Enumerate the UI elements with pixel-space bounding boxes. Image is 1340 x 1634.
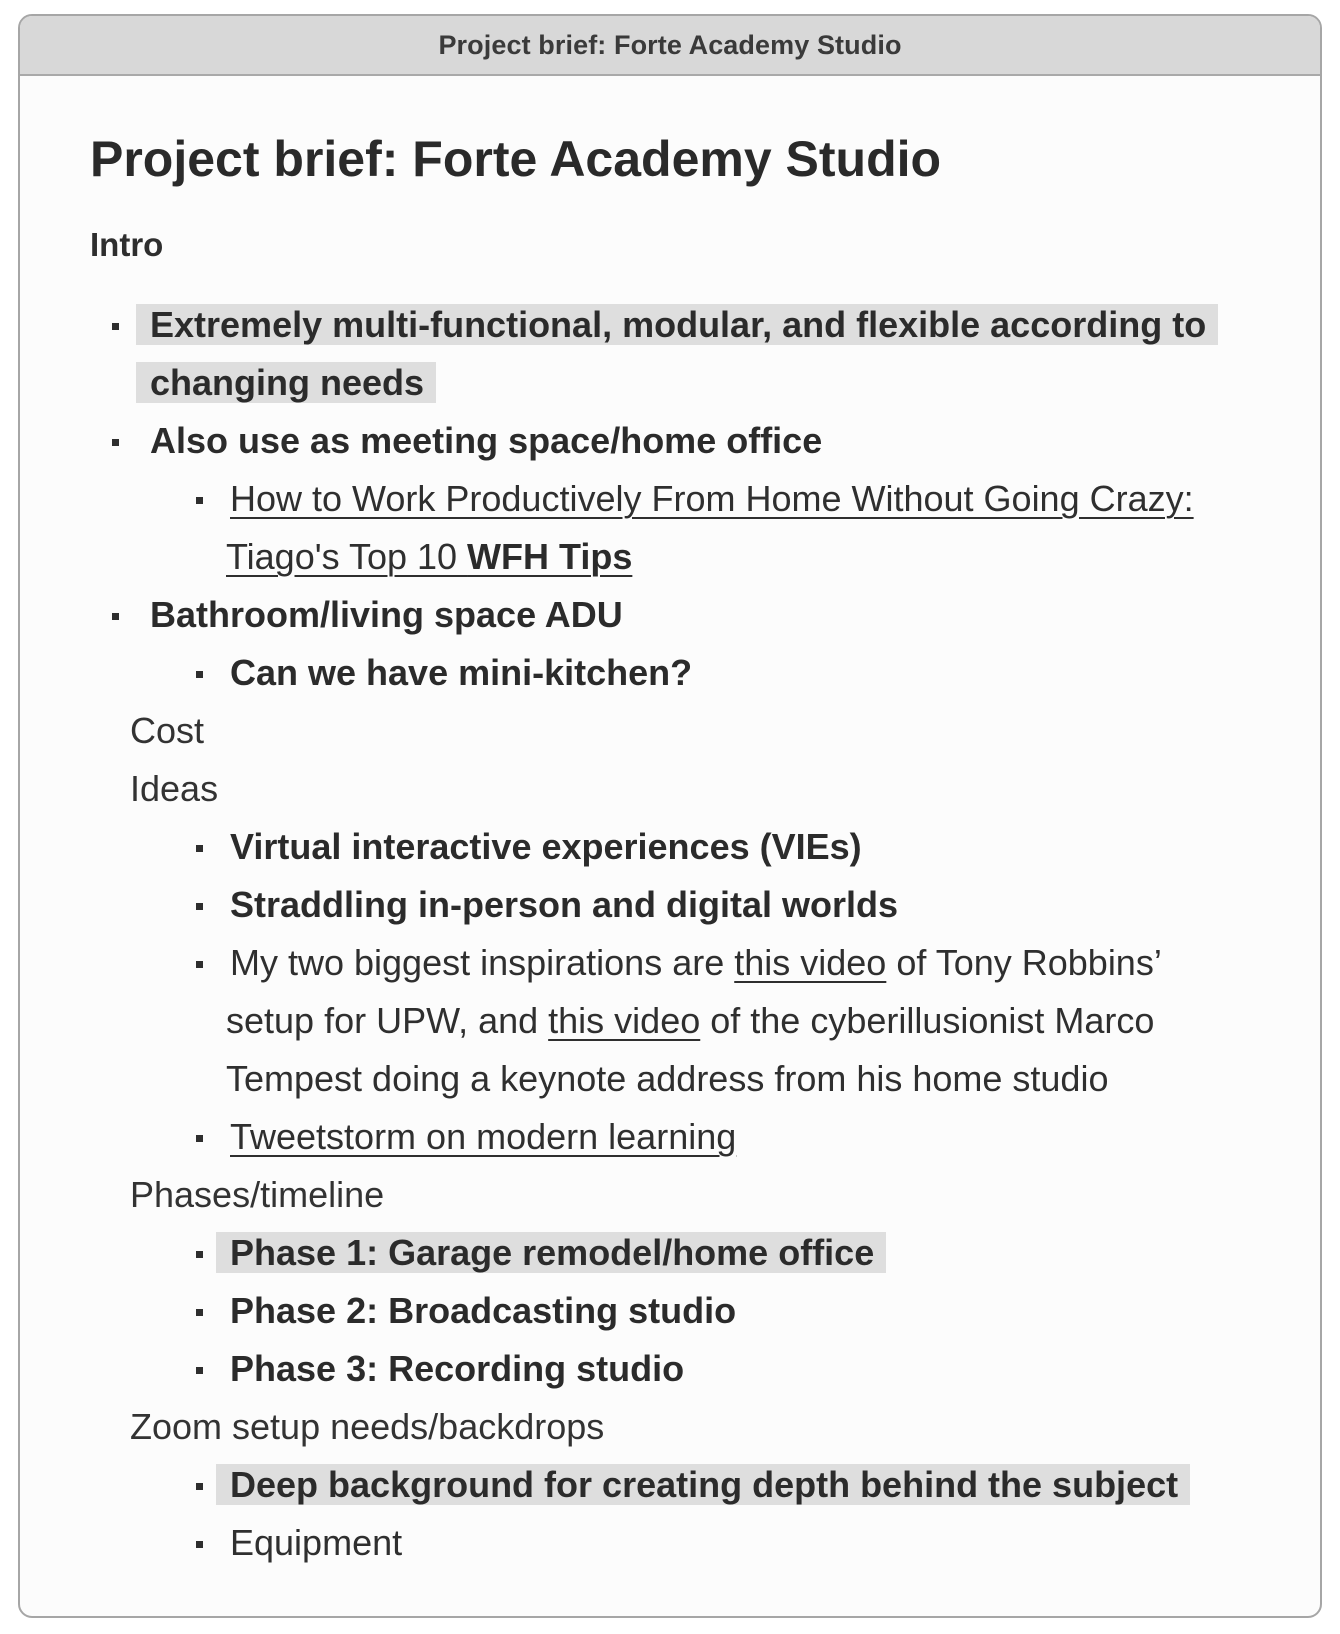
list-item[interactable] [90, 1108, 1290, 1166]
video-link-marco-tempest[interactable]: this video [548, 1000, 701, 1041]
section-heading-ideas[interactable]: Ideas [130, 768, 219, 809]
section-heading-zoom[interactable]: Zoom setup needs/backdrops [130, 1406, 605, 1447]
bullet-icon [196, 1251, 203, 1258]
bullet-icon [196, 497, 203, 504]
list-item[interactable] [90, 296, 1290, 354]
list-item[interactable] [90, 586, 1290, 644]
section-heading-cost[interactable]: Cost [130, 710, 205, 751]
list-item[interactable] [90, 1340, 1290, 1398]
bullet-icon [112, 323, 119, 330]
bullet-icon [196, 961, 203, 968]
list-item-continuation: setup for UPW, and this video of the cyberillusionist Marco [226, 1000, 1155, 1041]
bullet-icon [196, 671, 203, 678]
document-window [18, 14, 1322, 1618]
video-link-tony-robbins[interactable]: this video [734, 942, 887, 983]
bullet-icon [196, 1135, 203, 1142]
bullet-icon [112, 439, 119, 446]
list-item[interactable] [90, 1224, 1290, 1282]
list-item-text: Phase 3: Recording studio [230, 1348, 685, 1389]
window-title: Project brief: Forte Academy Studio [20, 16, 1320, 76]
highlighted-text: Deep background for creating depth behind the subject [216, 1464, 1190, 1505]
bullet-icon [196, 1367, 203, 1374]
list-item-text: Bathroom/living space ADU [150, 594, 623, 635]
list-item-text: Straddling in-person and digital worlds [230, 884, 899, 925]
outline-list [90, 296, 1290, 1572]
list-item-text: Phase 2: Broadcasting studio [230, 1290, 737, 1331]
wfh-tips-link-cont[interactable]: Tiago's Top 10 WFH Tips [226, 536, 633, 577]
list-item-text: Equipment [230, 1522, 403, 1563]
list-item[interactable] [90, 876, 1290, 934]
list-item[interactable]: My two biggest inspirations are this video of Tony Robbins’ [90, 934, 1290, 992]
bullet-icon [112, 613, 119, 620]
list-item[interactable] [90, 644, 1290, 702]
section-heading-intro: Intro [90, 226, 164, 263]
bullet-icon [196, 1483, 203, 1490]
list-item-text: Virtual interactive experiences (VIEs) [230, 826, 862, 867]
list-item[interactable] [90, 1456, 1290, 1514]
list-item[interactable] [90, 818, 1290, 876]
list-item-continuation: Tempest doing a keynote address from his home studio [226, 1058, 1109, 1099]
list-item-text: Also use as meeting space/home office [150, 420, 823, 461]
highlighted-text: changing needs [136, 362, 436, 403]
bullet-icon [196, 1541, 203, 1548]
bullet-icon [196, 1309, 203, 1316]
section-heading-phases[interactable]: Phases/timeline [130, 1174, 385, 1215]
highlighted-text: Extremely multi-functional, modular, and flexible according to [136, 304, 1218, 345]
highlighted-text: Phase 1: Garage remodel/home office [216, 1232, 886, 1273]
list-item-text: Can we have mini-kitchen? [230, 652, 693, 693]
list-item[interactable] [90, 1514, 1290, 1572]
bullet-icon [196, 845, 203, 852]
list-item[interactable] [90, 412, 1290, 470]
wfh-tips-link[interactable]: How to Work Productively From Home Without Going Crazy: [230, 478, 1194, 519]
list-item[interactable] [90, 470, 1290, 528]
list-item-continuation [90, 528, 1290, 586]
page-title: Project brief: Forte Academy Studio [90, 131, 942, 187]
list-item[interactable] [90, 1282, 1290, 1340]
list-item-continuation [90, 354, 1290, 412]
tweetstorm-link[interactable]: Tweetstorm on modern learning [230, 1116, 737, 1157]
bullet-icon [196, 903, 203, 910]
